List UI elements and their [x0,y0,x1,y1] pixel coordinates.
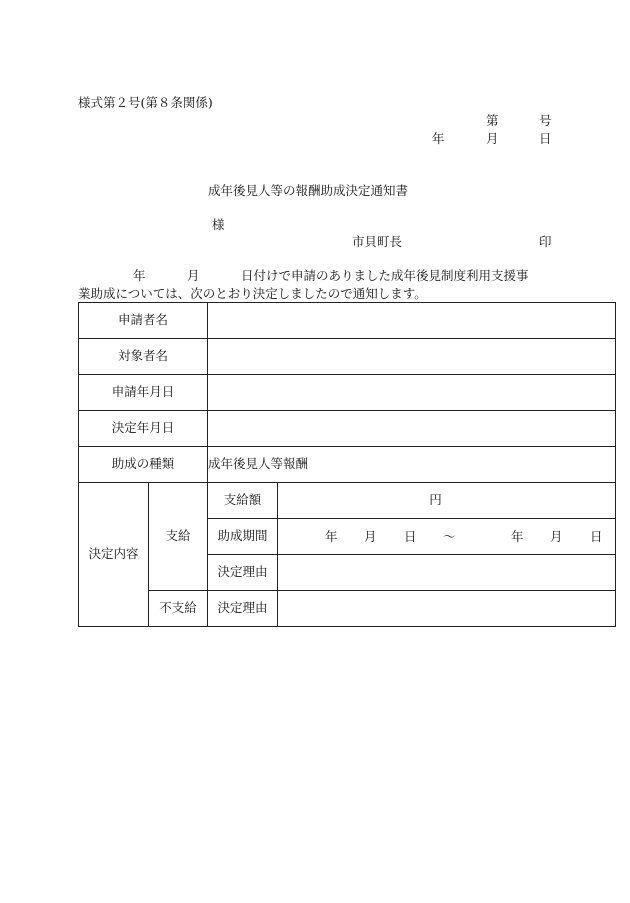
body-line1: 日付けで申請のありました成年後見制度利用支援事 [241,268,529,283]
period-start-day: 日 [404,528,417,544]
period-tilde: ～ [443,528,456,544]
subject-row [79,339,616,375]
non-payment-reason-label: 決定理由 [208,591,278,627]
body-year: 年 [133,268,146,283]
body-line2: 業助成については、次のとおり決定しましたので通知します。 [78,286,427,301]
application-date-row [79,375,616,411]
subsidy-type-row [79,447,616,483]
non-payment-reason-value [278,591,616,627]
application-date-label: 申請年月日 [79,375,208,411]
period-end-day: 日 [590,528,603,544]
payment-amount-label: 支給額 [208,483,278,519]
applicant-row [79,303,616,339]
non-payment-row [79,591,616,627]
document-title: 成年後見人等の報酬助成決定通知書 [208,183,409,198]
decision-date-value [208,411,616,447]
applicant-value [208,303,616,339]
issue-date-year: 年 [432,131,445,146]
applicant-label: 申請者名 [79,303,208,339]
payment-reason-label: 決定理由 [208,555,278,591]
seal-mark: 印 [539,234,552,249]
period-start-month: 月 [364,528,377,544]
payment-label: 支給 [149,483,208,591]
non-payment-label: 不支給 [149,591,208,627]
subject-value [208,339,616,375]
body-month: 月 [187,268,200,283]
decision-date-row [79,411,616,447]
period-end-month: 月 [550,528,563,544]
issuer-name: 市貝町長 [352,234,403,249]
yen-unit: 円 [429,492,442,508]
period-start-year: 年 [325,528,338,544]
addressee-suffix: 様 [212,217,225,232]
payment-reason-value [278,555,616,591]
issue-date-month: 月 [486,131,499,146]
payment-amount-value [278,483,616,519]
period-end-year: 年 [511,528,524,544]
subsidy-type-label: 助成の種類 [79,447,208,483]
subsidy-period-label: 助成期間 [208,519,278,555]
form-number: 様式第２号(第８条関係) [78,95,213,110]
subsidy-type-value: 成年後見人等報酬 [208,447,616,483]
subsidy-period-value [278,519,616,555]
subject-label: 対象者名 [79,339,208,375]
document-number-suffix: 号 [539,113,552,128]
application-date-value [208,375,616,411]
issue-date-day: 日 [539,131,552,146]
decision-date-label: 決定年月日 [79,411,208,447]
decision-table [78,302,616,627]
payment-amount-row [79,483,616,519]
document-number-prefix: 第 [486,113,499,128]
decision-content-label: 決定内容 [79,483,149,627]
